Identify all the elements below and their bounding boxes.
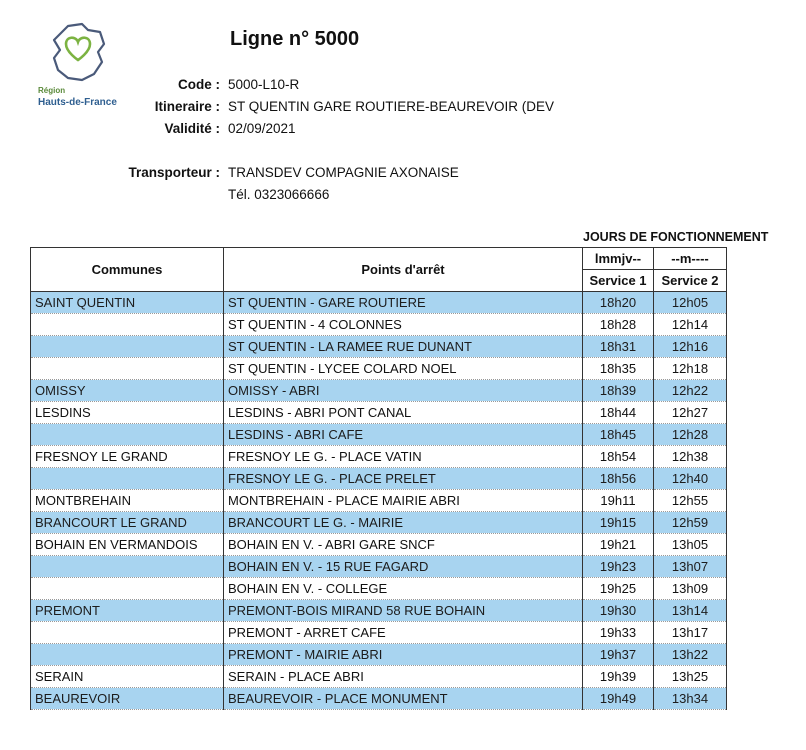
table-row: [31, 622, 727, 644]
cell-service-1: 19h49: [583, 688, 654, 710]
cell-service-2: 12h59: [654, 512, 727, 534]
cell-service-1: 19h39: [583, 666, 654, 688]
cell-service-2: 13h14: [654, 600, 727, 622]
hauts-de-france-map-icon: [48, 22, 108, 84]
table-row: [31, 688, 727, 710]
info-validite: [0, 120, 806, 138]
cell-service-2: 13h07: [654, 556, 727, 578]
transporteur-name: TRANSDEV COMPAGNIE AXONAISE: [228, 165, 459, 180]
cell-service-1: 18h45: [583, 424, 654, 446]
table-row: [31, 666, 727, 688]
cell-stop: BRANCOURT LE G. - MAIRIE: [224, 512, 583, 534]
cell-commune: BOHAIN EN VERMANDOIS: [31, 534, 224, 556]
cell-stop: ST QUENTIN - LA RAMEE RUE DUNANT: [224, 336, 583, 358]
timetable: [30, 247, 727, 710]
cell-stop: ST QUENTIN - GARE ROUTIERE: [224, 292, 583, 314]
cell-service-1: 19h11: [583, 490, 654, 512]
header-days-service-1: lmmjv--: [583, 248, 654, 270]
cell-service-1: 18h56: [583, 468, 654, 490]
cell-stop: BOHAIN EN V. - COLLEGE: [224, 578, 583, 600]
logo-region-text: Région: [38, 86, 66, 95]
cell-service-1: 18h44: [583, 402, 654, 424]
table-row: [31, 402, 727, 424]
cell-service-2: 12h05: [654, 292, 727, 314]
cell-commune: OMISSY: [31, 380, 224, 402]
table-row: [31, 534, 727, 556]
cell-service-1: 19h30: [583, 600, 654, 622]
cell-stop: PREMONT-BOIS MIRAND 58 RUE BOHAIN: [224, 600, 583, 622]
cell-service-2: 12h18: [654, 358, 727, 380]
table-row: [31, 358, 727, 380]
cell-stop: FRESNOY LE G. - PLACE VATIN: [224, 446, 583, 468]
info-code: [0, 76, 806, 94]
info-label: Validité :: [164, 121, 220, 136]
info-value: 5000-L10-R: [228, 77, 300, 92]
cell-commune: PREMONT: [31, 600, 224, 622]
cell-commune: [31, 314, 224, 336]
table-row: [31, 446, 727, 468]
cell-service-1: 18h28: [583, 314, 654, 336]
cell-service-2: 12h27: [654, 402, 727, 424]
cell-service-2: 12h14: [654, 314, 727, 336]
table-row: [31, 380, 727, 402]
cell-service-2: 12h22: [654, 380, 727, 402]
cell-service-2: 12h40: [654, 468, 727, 490]
cell-service-1: 18h35: [583, 358, 654, 380]
info-telephone: [0, 186, 806, 204]
cell-commune: SERAIN: [31, 666, 224, 688]
info-value: ST QUENTIN GARE ROUTIERE-BEAUREVOIR (DEV: [228, 99, 555, 114]
table-row: [31, 292, 727, 314]
cell-commune: [31, 644, 224, 666]
table-row: [31, 600, 727, 622]
cell-service-2: 13h09: [654, 578, 727, 600]
cell-stop: PREMONT - MAIRIE ABRI: [224, 644, 583, 666]
table-row: [31, 336, 727, 358]
cell-service-2: 12h28: [654, 424, 727, 446]
cell-service-1: 19h25: [583, 578, 654, 600]
cell-service-1: 19h37: [583, 644, 654, 666]
cell-commune: BRANCOURT LE GRAND: [31, 512, 224, 534]
cell-stop: BOHAIN EN V. - ABRI GARE SNCF: [224, 534, 583, 556]
cell-commune: FRESNOY LE GRAND: [31, 446, 224, 468]
table-row: [31, 578, 727, 600]
cell-service-2: 12h38: [654, 446, 727, 468]
page-title: Ligne n° 5000: [230, 28, 360, 50]
cell-service-2: 13h05: [654, 534, 727, 556]
info-value: 02/09/2021: [228, 121, 296, 136]
cell-service-2: 13h17: [654, 622, 727, 644]
cell-stop: BEAUREVOIR - PLACE MONUMENT: [224, 688, 583, 710]
cell-service-2: 12h16: [654, 336, 727, 358]
cell-commune: [31, 424, 224, 446]
cell-stop: MONTBREHAIN - PLACE MAIRIE ABRI: [224, 490, 583, 512]
cell-service-1: 18h54: [583, 446, 654, 468]
cell-service-1: 19h15: [583, 512, 654, 534]
cell-stop: OMISSY - ABRI: [224, 380, 583, 402]
table-row: [31, 644, 727, 666]
jours-fonctionnement-label: JOURS DE FONCTIONNEMENT: [583, 230, 769, 244]
cell-commune: [31, 468, 224, 490]
cell-stop: ST QUENTIN - 4 COLONNES: [224, 314, 583, 336]
cell-service-2: 12h55: [654, 490, 727, 512]
header-service-1: Service 1: [583, 270, 654, 292]
cell-commune: SAINT QUENTIN: [31, 292, 224, 314]
cell-commune: [31, 358, 224, 380]
cell-stop: LESDINS - ABRI CAFE: [224, 424, 583, 446]
header-communes: Communes: [31, 248, 224, 292]
info-itineraire: [0, 98, 806, 116]
cell-stop: PREMONT - ARRET CAFE: [224, 622, 583, 644]
cell-commune: [31, 578, 224, 600]
table-row: [31, 490, 727, 512]
cell-commune: BEAUREVOIR: [31, 688, 224, 710]
table-row: [31, 314, 727, 336]
cell-stop: LESDINS - ABRI PONT CANAL: [224, 402, 583, 424]
cell-service-1: 18h39: [583, 380, 654, 402]
table-row: [31, 424, 727, 446]
table-row: [31, 556, 727, 578]
cell-service-1: 19h21: [583, 534, 654, 556]
header-service-2: Service 2: [654, 270, 727, 292]
transporteur-tel: Tél. 0323066666: [228, 187, 330, 202]
cell-commune: [31, 556, 224, 578]
cell-stop: BOHAIN EN V. - 15 RUE FAGARD: [224, 556, 583, 578]
info-transporteur: [0, 164, 806, 182]
cell-service-1: 19h23: [583, 556, 654, 578]
header-points-arret: Points d'arrêt: [224, 248, 583, 292]
cell-service-2: 13h34: [654, 688, 727, 710]
logo-name: Hauts-de-France: [38, 97, 117, 108]
table-row: [31, 468, 727, 490]
cell-commune: [31, 336, 224, 358]
cell-commune: [31, 622, 224, 644]
cell-stop: ST QUENTIN - LYCEE COLARD NOEL: [224, 358, 583, 380]
table-row: [31, 512, 727, 534]
cell-stop: SERAIN - PLACE ABRI: [224, 666, 583, 688]
cell-service-1: 19h33: [583, 622, 654, 644]
cell-commune: MONTBREHAIN: [31, 490, 224, 512]
cell-commune: LESDINS: [31, 402, 224, 424]
cell-stop: FRESNOY LE G. - PLACE PRELET: [224, 468, 583, 490]
cell-service-2: 13h25: [654, 666, 727, 688]
cell-service-1: 18h20: [583, 292, 654, 314]
cell-service-2: 13h22: [654, 644, 727, 666]
transporteur-label: Transporteur :: [128, 165, 220, 180]
header-days-service-2: --m----: [654, 248, 727, 270]
info-label: Code :: [178, 77, 220, 92]
info-label: Itineraire :: [154, 99, 220, 114]
cell-service-1: 18h31: [583, 336, 654, 358]
